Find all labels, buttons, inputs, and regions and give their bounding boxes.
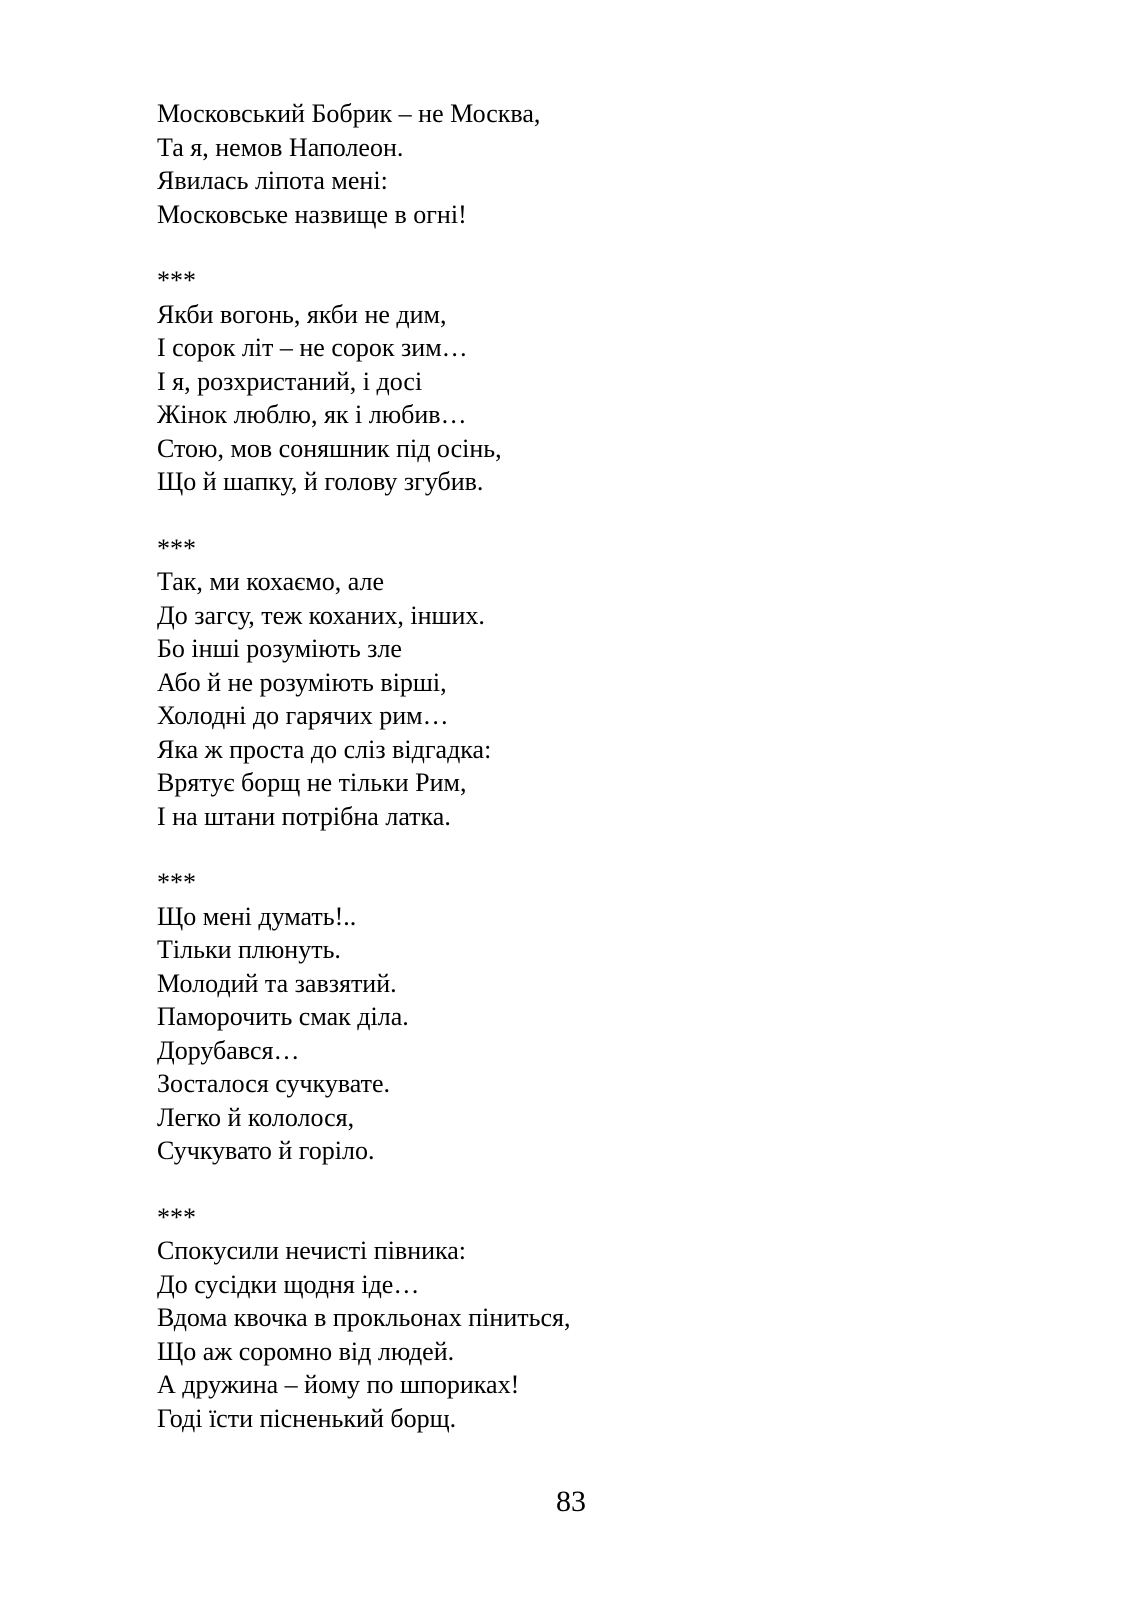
poem-line: Дорубався… xyxy=(157,1035,300,1065)
stanza-separator: *** xyxy=(157,533,196,563)
poem-line: Сучкувато й горіло. xyxy=(157,1136,375,1165)
poem-line: Паморочить смак діла. xyxy=(157,1002,409,1031)
poem-line: Явилась ліпота мені: xyxy=(157,166,388,195)
poem-line: Та я, немов Наполеон. xyxy=(157,132,404,162)
stanza-1 xyxy=(157,97,1017,231)
poem-line: Що й шапку, й голову згубив. xyxy=(157,467,484,496)
poem-line: Легко й кололося, xyxy=(157,1102,355,1132)
stanza-separator: *** xyxy=(157,868,196,897)
poem-line: До загсу, теж коханих, інших. xyxy=(157,600,485,630)
stanza-separator: *** xyxy=(157,1202,196,1232)
poem-line: До сусідки щодня іде… xyxy=(157,1269,420,1299)
poem-line: Або й не розуміють вірші, xyxy=(157,667,447,697)
page-number: 83 xyxy=(556,1485,586,1518)
poem-line: І сорок літ – не сорок зим… xyxy=(157,333,468,362)
poem-line: А дружина – йому по шпориках! xyxy=(157,1370,520,1399)
poem-line: І на штани потрібна латка. xyxy=(157,801,451,831)
stanza-separator: *** xyxy=(157,266,196,295)
poem-body xyxy=(157,97,1017,1435)
poem-line: Так, ми кохаємо, але xyxy=(157,567,385,596)
poem-line: Якби вогонь, якби не дим, xyxy=(157,299,447,329)
poem-line: Яка ж проста до сліз відгадка: xyxy=(157,734,492,764)
poem-line: Бо інші розуміють зле xyxy=(157,634,402,663)
poem-line: Що аж соромно від людей. xyxy=(157,1336,455,1366)
poem-line: Що мені думать!.. xyxy=(157,901,357,931)
stanza-2 xyxy=(157,264,1017,499)
poem-line: Молодий та завзятий. xyxy=(157,968,397,998)
poem-line: Спокусили нечисті півника: xyxy=(157,1236,467,1265)
poem-line: І я, розхристаний, і досі xyxy=(157,366,423,396)
poem-line: Врятує борщ не тільки Рим, xyxy=(157,768,467,797)
stanza-5 xyxy=(157,1201,1017,1436)
poem-line: Тільки плюнуть. xyxy=(157,935,341,964)
poem-line: Московський Бобрик – не Москва, xyxy=(157,99,541,128)
poem-line: Московське назвище в огні! xyxy=(157,199,467,229)
poem-line: Зосталося сучкувате. xyxy=(157,1069,391,1098)
poem-line: Годі їсти пісненький борщ. xyxy=(157,1403,457,1433)
poem-line: Стою, мов соняшник під осінь, xyxy=(157,433,502,463)
poem-line: Жінок люблю, як і любив… xyxy=(157,400,467,429)
stanza-3 xyxy=(157,532,1017,834)
poem-line: Вдома квочка в прокльонах піниться, xyxy=(157,1303,571,1332)
poem-line: Холодні до гарячих рим… xyxy=(157,701,449,730)
stanza-4 xyxy=(157,866,1017,1168)
